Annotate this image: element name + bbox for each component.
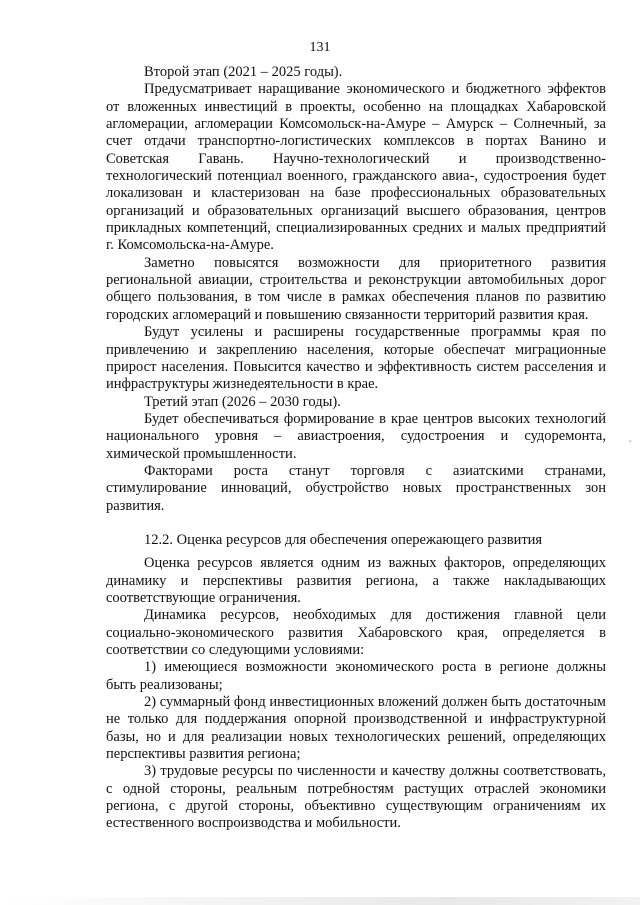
paragraph: Факторами роста станут торговля с азиатскими странами, стимулирование инноваций, обустройство новых пространственных зон развития.: [106, 462, 606, 514]
body-text: [106, 64, 606, 833]
scan-edge-artifact: [0, 897, 640, 905]
paragraph: Будет обеспечиваться формирование в крае центров высоких технологий национального уровня – авиастроения, судостроения и судоремонта, химической промышленности.: [106, 410, 606, 462]
list-item: 2) суммарный фонд инвестиционных вложений должен быть достаточным не только для поддержания опорной производственной и инфраструктурной базы, но и для реализации новых технологических решений, определяющих перспективы развития региона;: [106, 694, 606, 763]
list-item: 3) трудовые ресурсы по численности и качеству должны соответствовать, с одной стороны, реальным потребностям растущих отраслей экономики региона, с другой стороны, объективно существующим ограничениям их естественного воспроизводства и мобильности.: [106, 763, 606, 832]
paragraph-stage-three-title: Третий этап (2026 – 2030 годы).: [144, 393, 341, 410]
paragraph: Заметно повысятся возможности для приоритетного развития региональной авиации, строительства и реконструкции автомобильных дорог общего пользования, в том числе в рамках обеспечения планов по развитию городских агломераций и повышению связанности территорий развития края.: [106, 254, 606, 323]
paragraph: Предусматривает наращивание экономического и бюджетного эффектов от вложенных инвестиций в проекты, особенно на площадках Хабаровской агломерации, агломерации Комсомольск-на-Амуре – Амурск – Солнечный, за счет отдачи транспортно-логистических комплексов в портах Ванино и Советская Гавань. Научно-технологический и производственно-технологический потенциал военного, гражданского авиа-, судостроения будет локализован и кластеризован на базе профессиональных образовательных организаций и образовательных организаций высшего образования, центров прикладных компетенций, специализированных средних и малых предприятий г. Комсомольска-на-Амуре.: [106, 81, 606, 254]
section-heading: 12.2. Оценка ресурсов для обеспечения опережающего развития: [144, 531, 543, 548]
paragraph: Будут усилены и расширены государственные программы края по привлечению и закреплению населения, которые обеспечат миграционные прирост населения. Повысится качество и эффективность систем расселения и инфраструктуры жизнедеятельности в крае.: [106, 324, 606, 393]
paragraph: Оценка ресурсов является одним из важных факторов, определяющих динамику и перспективы развития региона, а также накладывающих соответствующие ограничения.: [106, 555, 606, 606]
margin-mark: -: [628, 436, 632, 447]
paragraph-stage-two-title: Второй этап (2021 – 2025 годы).: [144, 64, 343, 80]
page-number: 131: [309, 40, 331, 55]
list-item: 1) имеющиеся возможности экономического роста в регионе должны быть реализованы;: [106, 659, 606, 693]
paragraph: Динамика ресурсов, необходимых для достижения главной цели социально-экономического развития Хабаровского края, определяется в соответствии со следующими условиями:: [106, 607, 606, 658]
